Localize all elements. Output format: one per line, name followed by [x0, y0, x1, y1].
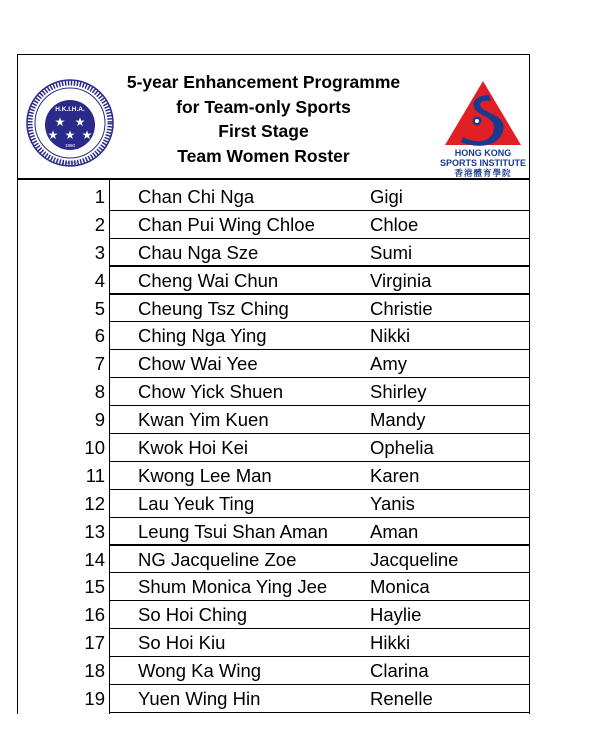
player-name: Chan Pui Wing Chloe: [138, 213, 315, 235]
player-nickname: Amy: [370, 353, 407, 375]
player-number: 17: [84, 632, 105, 654]
hkiha-logo-icon: [25, 78, 115, 168]
table-row: [17, 183, 530, 211]
player-number: 15: [84, 576, 105, 598]
title-line-3: First Stage: [218, 121, 309, 141]
player-number: 12: [84, 492, 105, 514]
hksi-line2: SPORTS INSTITUTE: [439, 158, 526, 168]
table-row: [17, 239, 530, 267]
title-line-4: Team Women Roster: [177, 145, 350, 166]
player-nickname: Aman: [370, 520, 419, 542]
player-name: So Hoi Kiu: [138, 632, 226, 654]
player-name: Chan Chi Nga: [138, 186, 255, 207]
table-row: [17, 406, 530, 434]
player-number: 11: [85, 464, 105, 486]
svg-text:H.K.I.H.A.: H.K.I.H.A.: [55, 106, 85, 113]
player-number: 9: [94, 409, 105, 431]
table-row: [17, 322, 530, 350]
player-name: So Hoi Ching: [138, 604, 248, 626]
svg-text:LIMITED: LIMITED: [63, 161, 77, 165]
player-number: 1: [94, 186, 105, 207]
table-row: [17, 295, 530, 323]
table-row: [17, 490, 530, 518]
player-nickname: Chloe: [370, 213, 419, 235]
player-nickname: Haylie: [370, 604, 422, 626]
player-nickname: Renelle: [370, 688, 433, 710]
svg-text:★: ★: [64, 128, 76, 142]
svg-text:★: ★: [81, 128, 93, 142]
player-name: Kwan Yim Kuen: [138, 409, 269, 431]
player-nickname: Nikki: [370, 325, 411, 347]
player-name: Cheng Wai Chun: [138, 269, 279, 291]
player-nickname: Sumi: [370, 241, 413, 263]
table-row: [17, 518, 530, 546]
player-number: 14: [84, 548, 105, 570]
player-number: 10: [84, 437, 105, 459]
player-number: 18: [84, 660, 105, 682]
player-name: Leung Tsui Shan Aman: [138, 520, 328, 542]
page-title: [108, 70, 419, 168]
table-row: [17, 601, 530, 629]
player-number: 7: [94, 353, 105, 375]
table-row: [17, 629, 530, 657]
table-row: [17, 462, 530, 490]
table-row: [17, 267, 530, 295]
table-row: [17, 434, 530, 462]
player-number: 13: [84, 520, 105, 542]
title-line-1: 5-year Enhancement Programme: [126, 72, 401, 92]
svg-text:★: ★: [74, 115, 86, 129]
svg-text:★: ★: [54, 115, 66, 129]
table-row: [17, 350, 530, 378]
player-name: Kwong Lee Man: [138, 464, 272, 486]
roster-sheet: [17, 54, 532, 714]
player-number: 16: [84, 604, 105, 626]
player-nickname: Mandy: [370, 409, 426, 431]
player-name: Chau Nga Sze: [138, 241, 259, 263]
player-nickname: Yanis: [370, 492, 415, 514]
player-name: Kwok Hoi Kei: [138, 437, 249, 459]
table-row: [17, 685, 530, 713]
roster-table: [17, 183, 530, 713]
player-nickname: Christie: [370, 297, 433, 319]
player-nickname: Hikki: [370, 632, 411, 654]
player-nickname: Ophelia: [370, 437, 434, 459]
player-number: 4: [94, 269, 105, 291]
hksi-line1: HONG KONG: [454, 148, 512, 158]
player-name: Wong Ka Wing: [138, 660, 262, 682]
player-name: Cheung Tsz Ching: [138, 297, 289, 319]
player-nickname: Clarina: [370, 660, 429, 682]
row-divider: [109, 712, 530, 713]
player-nickname: Karen: [370, 464, 420, 486]
player-name: Yuen Wing Hin: [138, 688, 261, 710]
player-nickname: Jacqueline: [370, 548, 459, 570]
title-line-2: for Team-only Sports: [176, 96, 351, 117]
player-nickname: Monica: [370, 576, 430, 598]
player-name: Chow Yick Shuen: [138, 381, 284, 403]
player-nickname: Gigi: [370, 186, 403, 207]
roster-header: [17, 54, 530, 180]
player-nickname: Virginia: [370, 269, 432, 291]
svg-text:★: ★: [47, 128, 59, 142]
player-name: Chow Wai Yee: [138, 353, 258, 375]
table-row: [17, 211, 530, 239]
player-number: 19: [84, 688, 105, 710]
table-row: [17, 546, 530, 574]
player-name: Ching Nga Ying: [138, 325, 267, 347]
player-number: 2: [94, 213, 105, 235]
player-number: 8: [94, 381, 105, 403]
table-row: [17, 657, 530, 685]
table-row: [17, 378, 530, 406]
table-row: [17, 573, 530, 601]
svg-text:1980: 1980: [64, 143, 76, 148]
player-name: NG Jacqueline Zoe: [138, 548, 297, 570]
player-name: Lau Yeuk Ting: [138, 492, 255, 514]
player-number: 6: [94, 325, 105, 347]
player-nickname: Shirley: [370, 381, 427, 403]
player-number: 5: [94, 297, 105, 319]
hksi-logo-text: [432, 148, 534, 179]
player-name: Shum Monica Ying Jee: [138, 576, 328, 598]
hksi-line3: 香港體育學院: [454, 168, 512, 178]
player-number: 3: [94, 241, 105, 263]
